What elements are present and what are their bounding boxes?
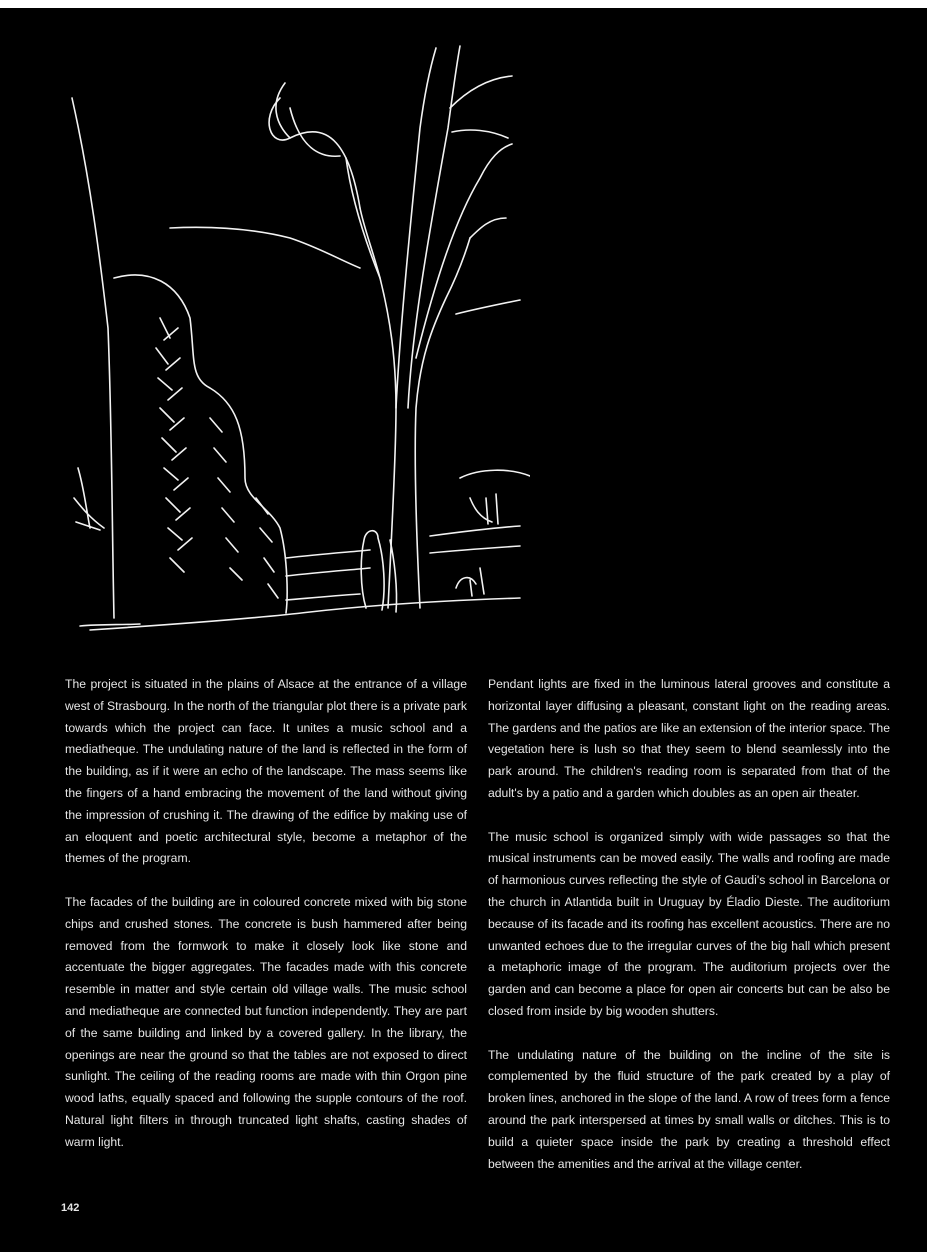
paragraph: The facades of the building are in coloured concrete mixed with big stone chips and crushed stones. The concrete is bush hammered after being removed from the formwork to make it closely look like stone and accentuate the bigger aggregates. The facades made with this concrete resemble in matter and style certain old village walls. The music school and mediatheque are connected but function independently. They are part of the same building and linked by a covered gallery. In the library, the openings are near the ground so that the tables are not exposed to direct sunlight. The ceiling of the reading rooms are made with thin Orgon pine wood laths, equally spaced and following the supple contours of the roof. Natural light filters in through truncated light shafts, casting shades of warm light. xyxy=(65,894,467,1149)
right-text-column xyxy=(488,674,890,1197)
paragraph: The undulating nature of the building on the incline of the site is complemented by the fluid structure of the park created by a play of broken lines, anchored in the slope of the land. A row of trees form a fence around the park interspersed at times by small walls or ditches. This is to build a quieter space inside the park by creating a threshold effect between the amenities and the arrival at the village center. xyxy=(488,1047,890,1171)
paragraph: The music school is organized simply with wide passages so that the musical instruments can be moved easily. The walls and roofing are made of harmonious curves reflecting the style of Gaudi's school in Barcelona or the church in Atlantida built in Uruguay by Éladio Dieste. The auditorium because of its facade and its roofing has excellent acoustics. There are no unwanted echoes due to the irregular curves of the big hall which present a metaphoric image of the program. The auditorium projects over the garden and can become a place for open air concerts but can be also be closed from inside by big wooden shutters. xyxy=(488,829,890,1018)
document-page xyxy=(0,8,927,1252)
paragraph: The project is situated in the plains of Alsace at the entrance of a village west of Strasbourg. In the north of the triangular plot there is a private park towards which the project can face. It unites a music school and a mediatheque. The undulating nature of the land is reflected in the form of the building, as if it were an echo of the landscape. The mass seems like the fingers of a hand embracing the movement of the land without giving the impression of crushing it. The drawing of the edifice by making use of an eloquent and poetic architectural style, become a metaphor of the themes of the program. xyxy=(65,677,467,866)
paragraph: Pendant lights are fixed in the luminous lateral grooves and constitute a horizontal layer diffusing a pleasant, constant light on the reading areas. The gardens and the patios are like an extension of the interior space. The vegetation here is lush so that they seem to blend seamlessly into the park around. The children's reading room is separated from that of the adult's by a patio and a garden which doubles as an open air theater. xyxy=(488,677,890,800)
architectural-sketch-icon xyxy=(60,28,530,648)
page-number: 142 xyxy=(61,1202,80,1214)
left-text-column xyxy=(65,674,467,1175)
